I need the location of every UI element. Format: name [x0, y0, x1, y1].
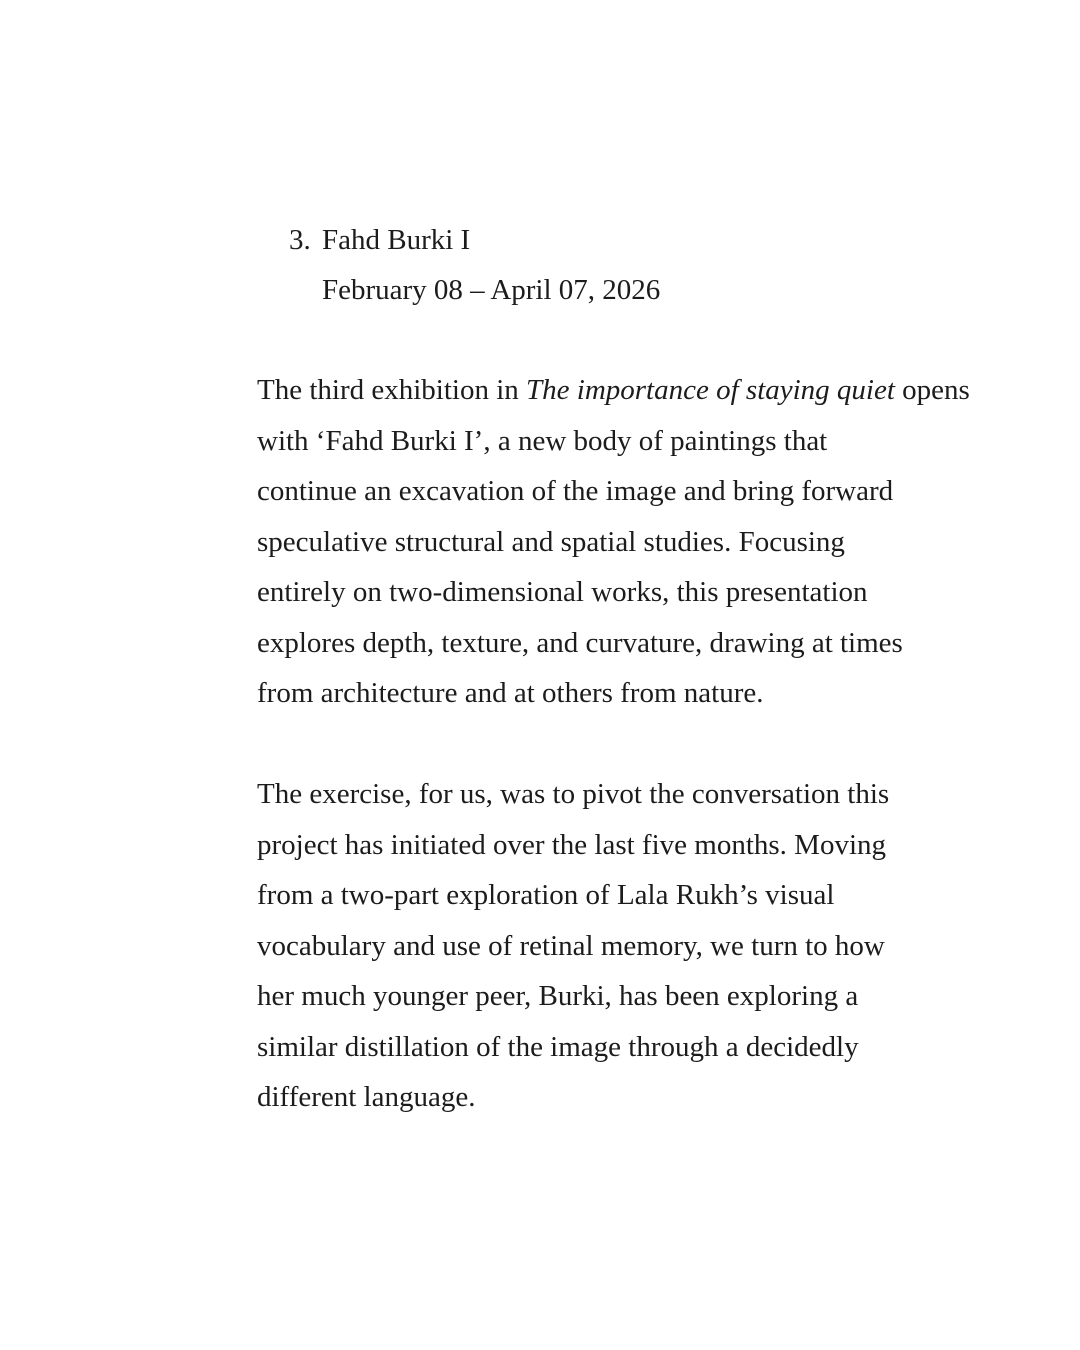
paragraph-intro — [257, 365, 970, 719]
text-run: opens — [894, 374, 970, 406]
paragraph-line: explores depth, texture, and curvature, drawing at times — [257, 626, 903, 659]
paragraph-line: her much younger peer, Burki, has been exploring a — [257, 980, 859, 1012]
paragraph-line: similar distillation of the image through a decidedly — [257, 1030, 859, 1063]
paragraph-line: speculative structural and spatial studies. Focusing — [257, 525, 845, 558]
paragraph-line: from architecture and at others from nature. — [257, 677, 764, 709]
paragraph-line: project has initiated over the last five months. Moving — [257, 828, 887, 861]
paragraph-line: different language. — [257, 1081, 476, 1113]
paragraph-line: from a two-part exploration of Lala Rukh’s visual — [257, 879, 835, 911]
exhibition-title-row — [289, 215, 660, 265]
paragraph-line: vocabulary and use of retinal memory, we turn to how — [257, 929, 885, 962]
paragraph-line: continue an excavation of the image and bring forward — [257, 475, 894, 507]
exhibition-heading — [289, 215, 660, 315]
paragraph-line: with ‘Fahd Burki I’, a new body of paintings that — [257, 424, 828, 457]
exhibition-dates: February 08 – April 07, 2026 — [322, 274, 661, 306]
paragraph-exercise — [257, 769, 937, 1123]
exhibition-title: Fahd Burki I — [322, 224, 471, 256]
paragraph-line: entirely on two-dimensional works, this presentation — [257, 576, 868, 608]
list-number: 3. — [289, 224, 311, 256]
paragraph-line — [257, 365, 970, 416]
paragraph-line: The exercise, for us, was to pivot the conversation this — [257, 778, 890, 810]
exhibition-series-title: The importance of staying quiet — [526, 374, 895, 406]
text-run: The third exhibition in — [257, 374, 527, 406]
